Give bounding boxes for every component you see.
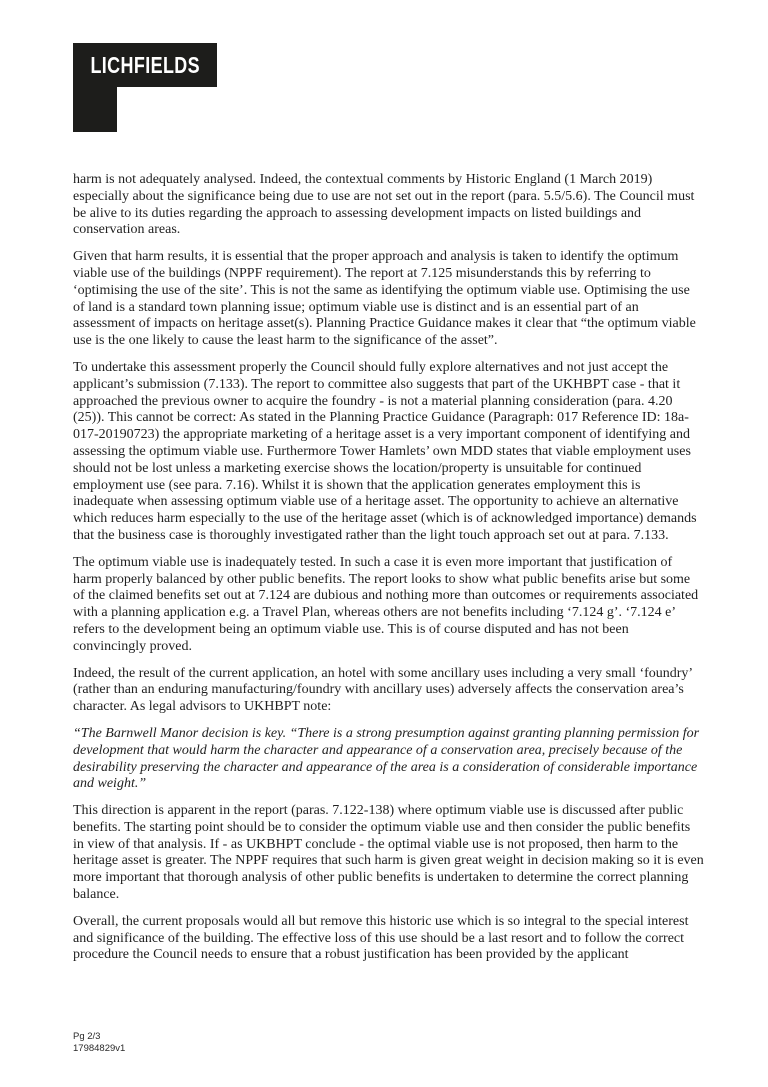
document-reference: 17984829v1: [73, 1043, 126, 1054]
body-paragraph: To undertake this assessment properly the Council should fully explore alternatives and not just accept the applicant’s submission (7.133). The report to committee also suggests that part of the UKHBPT case - that it approached the previous owner to acquire the foundry - is not a material planning consideration (para. 4.20 (25)). This cannot be correct: As stated in the Planning Practice Guidance (Paragraph: 017 Reference ID: 18a-017-20190723) the appropriate marketing of a heritage asset is a very important component of identifying and assessing the optimum viable use. Furthermore Tower Hamlets’ own MDD states that viable employment uses should not be lost unless a marketing exercise shows the location/property is unsuitable for continued employment use (see para. 7.16). Whilst it is shown that the application generates employment this is inadequate when assessing optimum viable use of a heritage asset. The opportunity to achieve an alternative which reduces harm especially to the use of the heritage asset (which is of acknowledged importance) demands that the business case is thoroughly investigated rather than the light touch approach set out at para. 7.133.: [73, 359, 697, 543]
document-body: [73, 172, 704, 974]
body-paragraph: Overall, the current proposals would all but remove this historic use which is so integral to the special interest and significance of the building. The effective loss of this use should be a last resort and to follow the correct procedure the Council needs to ensure that a robust justification has been provided by the applicant: [73, 913, 689, 963]
quote-paragraph: “The Barnwell Manor decision is key. “There is a strong presumption against granting planning permission for development that would harm the character and appearance of a conservation area, precisely because of the desirability preserving the character and appearance of the area is a consideration of considerable importance and weight.”: [73, 725, 700, 792]
lichfields-logo-text: LICHFIELDS: [90, 51, 200, 78]
lichfields-logo: [73, 43, 217, 132]
lichfields-logo-stem: [73, 87, 117, 132]
lichfields-logo-bar: [73, 43, 217, 87]
body-paragraph: The optimum viable use is inadequately tested. In such a case it is even more important that justification of harm properly balanced by other public benefits. The report looks to show what public benefits arise but some of the claimed benefits set out at 7.124 are dubious and nothing more than outcomes or requirements associated with a planning application e.g. a Travel Plan, whereas others are not benefits including ‘7.124 g’. ‘7.124 e’ refers to the development being an optimum viable use. This is of course disputed and has not been convincingly proved.: [73, 554, 699, 654]
body-paragraph: Given that harm results, it is essential that the proper approach and analysis is taken to identify the optimum viable use of the buildings (NPPF requirement). The report at 7.125 misunderstands this by referring to ‘optimising the use of the site’. This is not the same as identifying the optimum viable use. Optimising the use of land is a standard town planning issue; optimum viable use is distinct and is an essential part of an assessment of impacts on heritage asset(s). Planning Practice Guidance makes it clear that “the optimum viable use is the one likely to cause the least harm to the significance of the asset”.: [73, 249, 696, 349]
body-paragraph: harm is not adequately analysed. Indeed, the contextual comments by Historic England (1 March 2019) especially about the significance being due to use are not set out in the report (para. 5.5/5.6). The Council must be alive to its duties regarding the approach to assessing development impacts on listed buildings and conservation areas.: [73, 172, 695, 238]
body-paragraph: This direction is apparent in the report (paras. 7.122-138) where optimum viable use is discussed after public benefits. The starting point should be to consider the optimum viable use and then consider the public benefits in view of that analysis. If - as UKBHPT conclude - the optimal viable use is not proposed, then harm to the heritage asset is greater. The NPPF requires that such harm is given great weight in decision making so it is even more important that thorough analysis of other public benefits is undertaken to determine the correct planning balance.: [73, 803, 704, 903]
body-paragraph: Indeed, the result of the current application, an hotel with some ancillary uses including a very small ‘foundry’ (rather than an enduring manufacturing/foundry with ancillary uses) adversely affects the conservation area’s character. As legal advisors to UKHBPT note:: [73, 665, 693, 715]
page-footer: [73, 1031, 125, 1055]
page-number: Pg 2/3: [73, 1031, 101, 1042]
